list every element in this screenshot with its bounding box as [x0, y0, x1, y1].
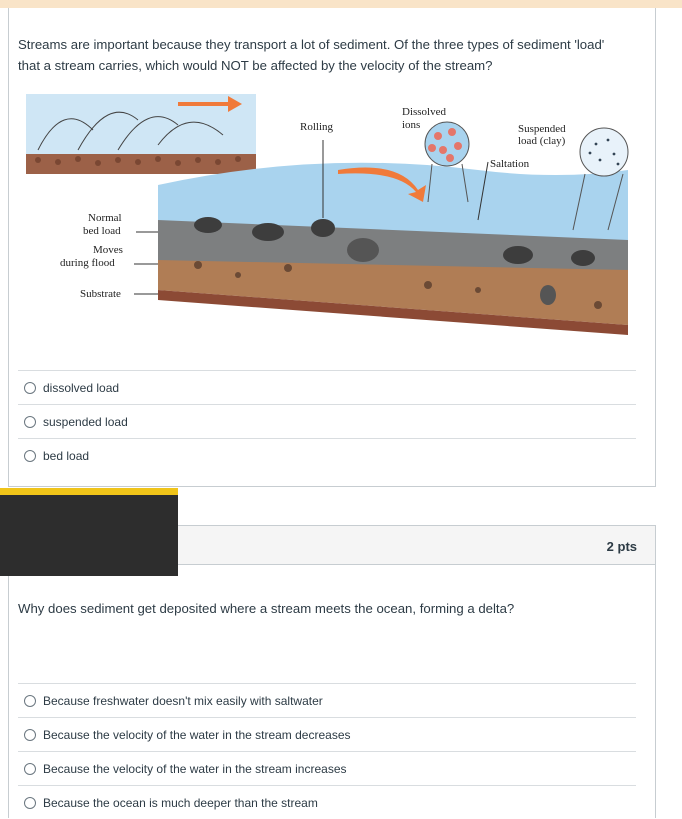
answer-label: dissolved load	[43, 380, 120, 395]
answer-option[interactable]	[18, 751, 636, 785]
saltation-inset	[26, 94, 256, 174]
question-1-answers	[18, 370, 636, 472]
label-bed-load: bed load	[83, 225, 121, 237]
radio-button[interactable]	[24, 797, 36, 809]
radio-button[interactable]	[24, 382, 36, 394]
question-1-text: Streams are important because they transport a lot of sediment. Of the three types of sediment 'load' that a stream carries, which would NOT be affected by the velocity of the stream?	[18, 37, 605, 73]
answer-option[interactable]	[18, 683, 636, 717]
answer-label: suspended load	[43, 414, 128, 429]
answer-option[interactable]	[18, 438, 636, 472]
answer-label: Because the ocean is much deeper than the stream	[43, 795, 318, 810]
redacted-overlay	[0, 488, 178, 576]
sediment-load-figure	[18, 90, 636, 345]
question-2-answers	[18, 683, 636, 819]
label-clay: load (clay)	[518, 135, 566, 147]
answer-option[interactable]	[18, 785, 636, 819]
answer-label: Because the velocity of the water in the stream increases	[43, 761, 347, 776]
label-substrate: Substrate	[80, 288, 121, 300]
label-ions: ions	[402, 119, 421, 131]
label-normal: Normal	[88, 212, 122, 224]
answer-label: Because freshwater doesn't mix easily with saltwater	[43, 693, 323, 708]
label-saltation: Saltation	[490, 158, 530, 170]
label-rolling: Rolling	[300, 121, 334, 133]
label-moves: Moves	[93, 244, 123, 256]
radio-button[interactable]	[24, 450, 36, 462]
radio-button[interactable]	[24, 416, 36, 428]
label-during-flood: during flood	[60, 257, 115, 269]
question-2-text: Why does sediment get deposited where a stream meets the ocean, forming a delta?	[18, 601, 515, 616]
label-dissolved: Dissolved	[402, 106, 446, 118]
answer-option[interactable]	[18, 404, 636, 438]
points-label: 2 pts	[606, 539, 637, 554]
answer-option[interactable]	[18, 717, 636, 751]
answer-option[interactable]	[18, 370, 636, 404]
radio-button[interactable]	[24, 695, 36, 707]
radio-button[interactable]	[24, 763, 36, 775]
top-banner	[0, 0, 682, 8]
radio-button[interactable]	[24, 729, 36, 741]
answer-label: Because the velocity of the water in the stream decreases	[43, 727, 351, 742]
label-suspended: Suspended	[518, 123, 566, 135]
answer-label: bed load	[43, 448, 90, 463]
